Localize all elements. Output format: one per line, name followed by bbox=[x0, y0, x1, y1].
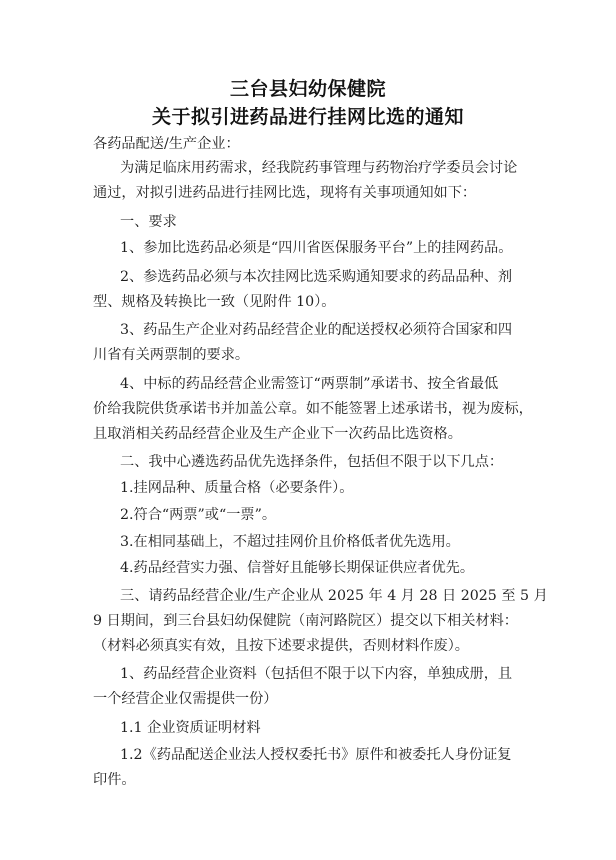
body-line: 价给我院供货承诺书并加盖公章。如不能签署上述承诺书，视为废标， bbox=[93, 401, 533, 417]
salutation: 各药品配送/生产企业： bbox=[93, 136, 240, 152]
document-title-line1: 三台县妇幼保健院 bbox=[229, 78, 386, 100]
list-item: 4.药品经营实力强、信誉好且能够长期保证供应者优先。 bbox=[120, 560, 475, 576]
document-title-line2: 关于拟引进药品进行挂网比选的通知 bbox=[151, 106, 464, 128]
body-line: 3、药品生产企业对药品经营企业的配送授权必须符合国家和四 bbox=[120, 322, 513, 338]
body-line: 4、中标的药品经营企业需签订“两票制”承诺书、按全省最低 bbox=[120, 376, 499, 392]
body-line: 9 日期间，到三台县妇幼保健院（南河路院区）提交以下相关材料： bbox=[93, 613, 518, 629]
list-item: 3.在相同基础上，不超过挂网价且价格低者优先选用。 bbox=[120, 534, 460, 550]
list-item: 1.挂网品种、质量合格（必要条件）。 bbox=[120, 480, 354, 496]
body-line: 1、药品经营企业资料（包括但不限于以下内容，单独成册，且 bbox=[120, 666, 513, 682]
list-item: 1.2《药品配送企业法人授权委托书》原件和被委托人身份证复 bbox=[120, 747, 512, 763]
body-line: 1、参加比选药品必须是“四川省医保服务平台”上的挂网药品。 bbox=[120, 240, 513, 256]
body-line: 一个经营企业仅需提供一份） bbox=[93, 691, 278, 707]
body-line: 通过，对拟引进药品进行挂网比选，现将有关事项通知如下： bbox=[93, 185, 477, 201]
body-line: 且取消相关药品经营企业及生产企业下一次药品比选资格。 bbox=[93, 426, 462, 442]
section-heading: 一、要求 bbox=[120, 214, 177, 230]
section-heading: 三、请药品经营企业/生产企业从 2025 年 4 月 28 日 2025 至 5 月 bbox=[120, 588, 548, 604]
list-item: 1.1 企业资质证明材料 bbox=[120, 720, 261, 736]
body-line: （材料必须真实有效，且按下述要求提供，否则材料作废）。 bbox=[93, 638, 469, 654]
body-line: 川省有关两票制的要求。 bbox=[93, 347, 250, 363]
body-line: 印件。 bbox=[93, 772, 136, 788]
body-line: 2、参选药品必须与本次挂网比选采购通知要求的药品品种、剂 bbox=[120, 269, 513, 285]
body-line: 为满足临床用药需求，经我院药事管理与药物治疗学委员会讨论 bbox=[120, 160, 518, 176]
list-item: 2.符合“两票”或“一票”。 bbox=[120, 507, 277, 523]
section-heading: 二、我中心遴选药品优先选择条件，包括但不限于以下几点： bbox=[120, 454, 504, 470]
body-line: 型、规格及转换比一致（见附件 10）。 bbox=[93, 294, 336, 310]
